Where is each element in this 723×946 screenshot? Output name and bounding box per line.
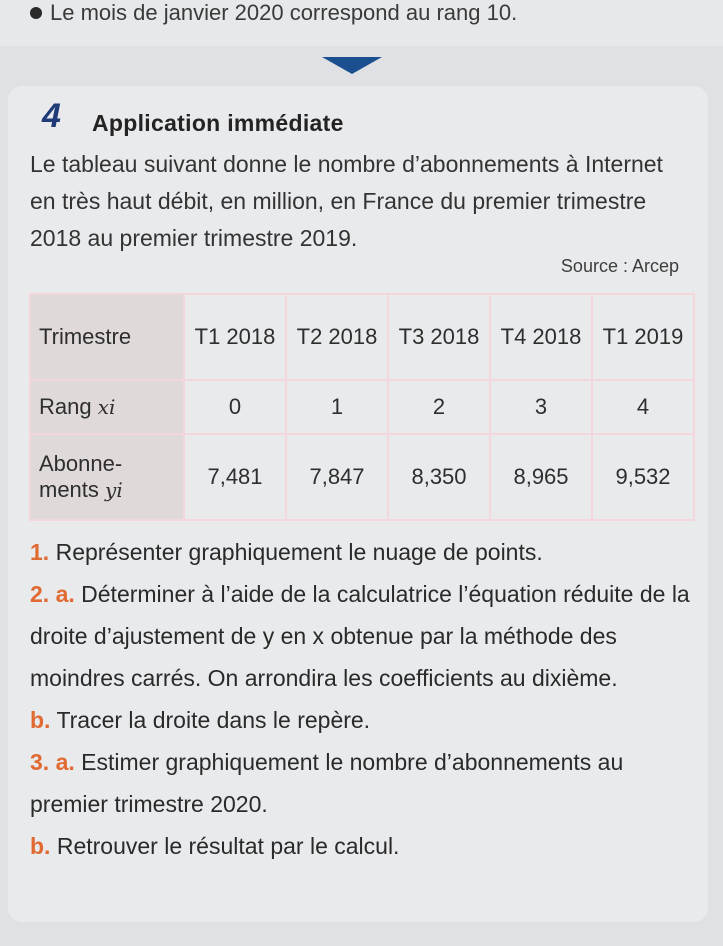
- table-row: [30, 380, 694, 434]
- subscription-cell: 8,350: [388, 434, 490, 520]
- rank-cell: 2: [388, 380, 490, 434]
- quarter-cell: T1 2019: [592, 294, 694, 380]
- question-1: [30, 531, 700, 573]
- question-2a: [30, 573, 700, 699]
- question-text: Tracer la droite dans le repère.: [56, 707, 371, 733]
- subscriptions-label-line2: ments: [39, 477, 99, 502]
- subscriptions-label-line1: Abonne-: [39, 451, 123, 476]
- table-row: [30, 294, 694, 380]
- question-3a: [30, 741, 700, 825]
- subscriptions-variable: yi: [105, 478, 123, 502]
- subscription-cell: 7,847: [286, 434, 388, 520]
- row-header-rang: [30, 380, 184, 434]
- quarter-cell: T2 2018: [286, 294, 388, 380]
- rank-cell: 3: [490, 380, 592, 434]
- question-text: Représenter graphiquement le nuage de points.: [55, 539, 543, 565]
- subscription-cell: 7,481: [184, 434, 286, 520]
- rank-cell: 1: [286, 380, 388, 434]
- rank-cell: 0: [184, 380, 286, 434]
- question-text: Estimer graphiquement le nombre d’abonnements au premier trimestre 2020.: [30, 749, 624, 817]
- bullet-icon: [30, 7, 42, 19]
- exercise-intro: Le tableau suivant donne le nombre d’abonnements à Internet en très haut débit, en million, en France du premier trimestre 2018 au premier trimestre 2019.: [30, 151, 663, 251]
- exercise-number: 4: [42, 97, 61, 135]
- question-number: 1.: [30, 539, 50, 565]
- table-row: [30, 434, 694, 520]
- question-3b: [30, 825, 700, 867]
- rank-variable: xi: [97, 395, 116, 419]
- question-2b: [30, 699, 700, 741]
- question-letter: b.: [30, 833, 51, 859]
- quarter-cell: T4 2018: [490, 294, 592, 380]
- subscription-cell: 9,532: [592, 434, 694, 520]
- quarter-cell: T3 2018: [388, 294, 490, 380]
- question-number: 2.: [30, 581, 50, 607]
- quarter-cell: T1 2018: [184, 294, 286, 380]
- question-number: 3.: [30, 749, 50, 775]
- row-header-abonnements: [30, 434, 184, 520]
- question-letter: a.: [55, 581, 75, 607]
- previous-note-text: Le mois de janvier 2020 correspond au rang 10.: [50, 0, 518, 25]
- rank-label: Rang: [39, 394, 92, 419]
- questions-block: [30, 531, 700, 867]
- data-source: Source : Arcep: [560, 256, 679, 276]
- row-header-trimestre: Trimestre: [30, 294, 184, 380]
- down-arrow-icon: [322, 57, 382, 74]
- question-text: Retrouver le résultat par le calcul.: [56, 833, 400, 859]
- data-table: [29, 293, 695, 521]
- previous-note: [30, 0, 517, 26]
- exercise-title: Application immédiate: [92, 110, 344, 136]
- rank-cell: 4: [592, 380, 694, 434]
- subscription-cell: 8,965: [490, 434, 592, 520]
- question-text: Déterminer à l’aide de la calculatrice l’équation réduite de la droite d’ajustement de y en x obtenue par la méthode des moindres carrés. On arrondira les coefficients au dixième.: [30, 581, 690, 691]
- question-letter: a.: [55, 749, 75, 775]
- question-letter: b.: [30, 707, 51, 733]
